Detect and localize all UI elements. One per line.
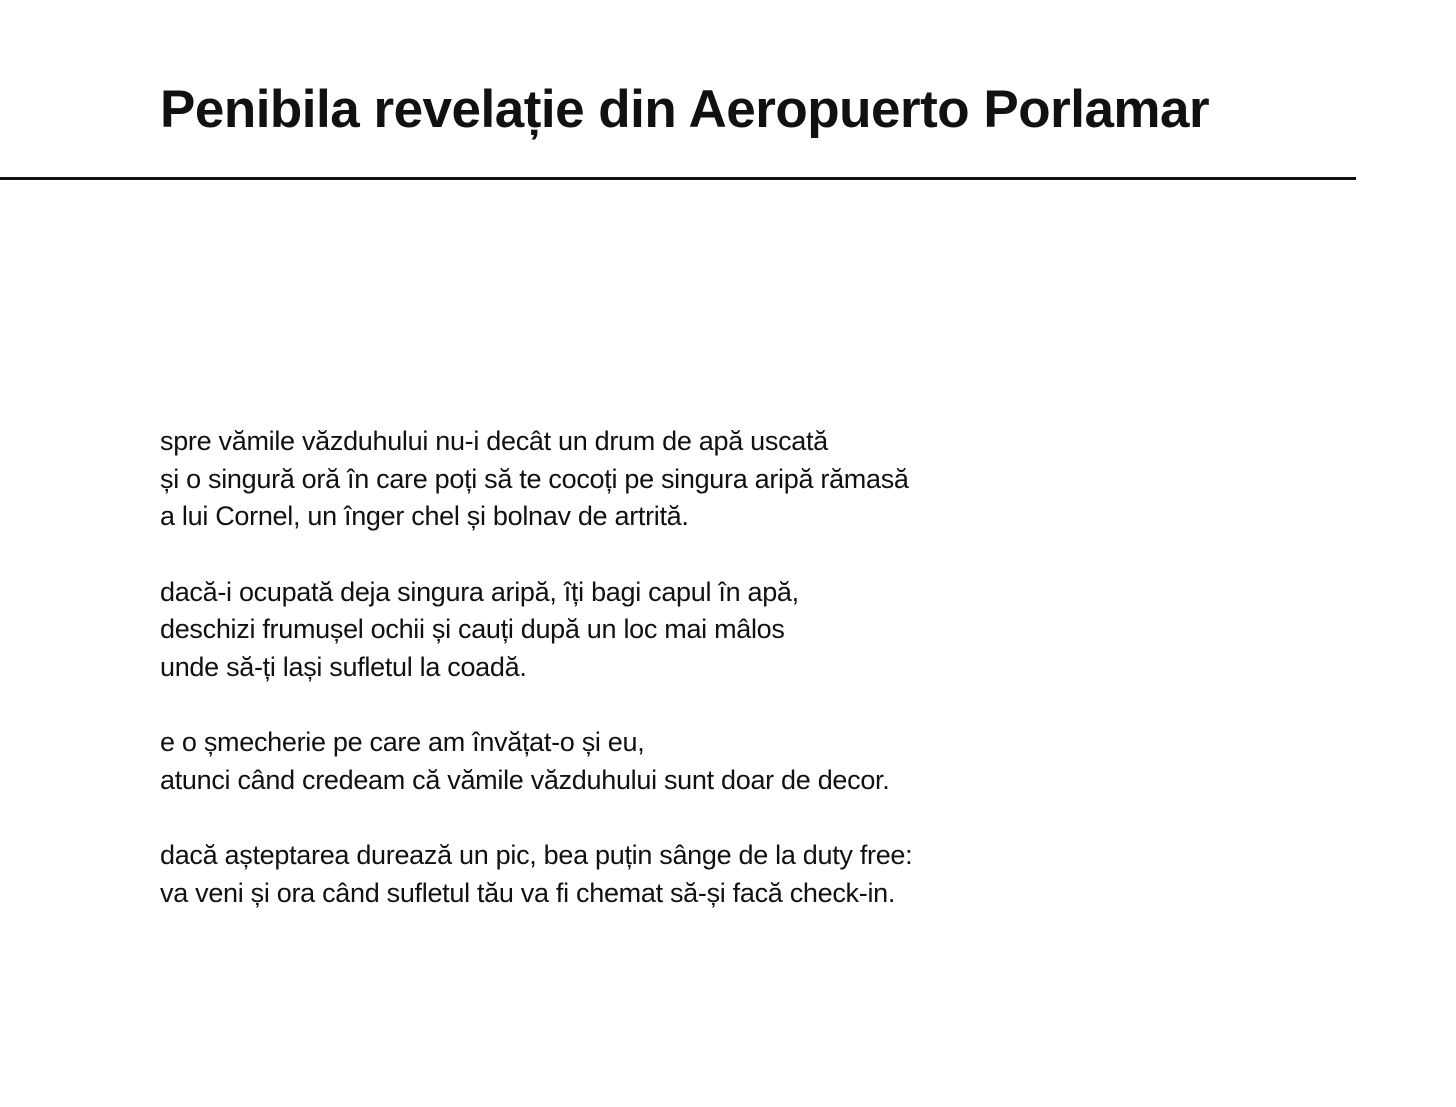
- poem-line: deschizi frumușel ochii și cauți după un loc mai mâlos: [160, 614, 785, 644]
- poem-line: unde să-ți lași sufletul la coadă.: [160, 651, 527, 682]
- stanza: [160, 574, 1260, 687]
- poem-line: dacă-i ocupată deja singura aripă, îți bagi capul în apă,: [160, 576, 799, 607]
- poem-line: și o singură oră în care poți să te cocoți pe singura aripă rămasă: [160, 463, 909, 494]
- poem-line: spre vămile văzduhului nu-i decât un drum de apă uscată: [160, 426, 828, 456]
- poem-body: [160, 423, 1260, 950]
- poem-line: dacă așteptarea durează un pic, bea puțin sânge de la duty free:: [160, 840, 913, 870]
- poem-line: e o șmecherie pe care am învățat-o și eu,: [160, 727, 645, 757]
- page-title: Penibila revelație din Aeropuerto Porlamar: [160, 80, 1210, 139]
- title-divider: [0, 177, 1356, 180]
- poem-line: atunci când credeam că vămile văzduhului sunt doar de decor.: [160, 764, 890, 795]
- stanza: [160, 724, 1260, 799]
- stanza: [160, 837, 1260, 912]
- poem-line: a lui Cornel, un înger chel și bolnav de artrită.: [160, 501, 689, 531]
- stanza: [160, 423, 1260, 536]
- poem-line: va veni și ora când sufletul tău va fi chemat să-și facă check-in.: [160, 877, 896, 908]
